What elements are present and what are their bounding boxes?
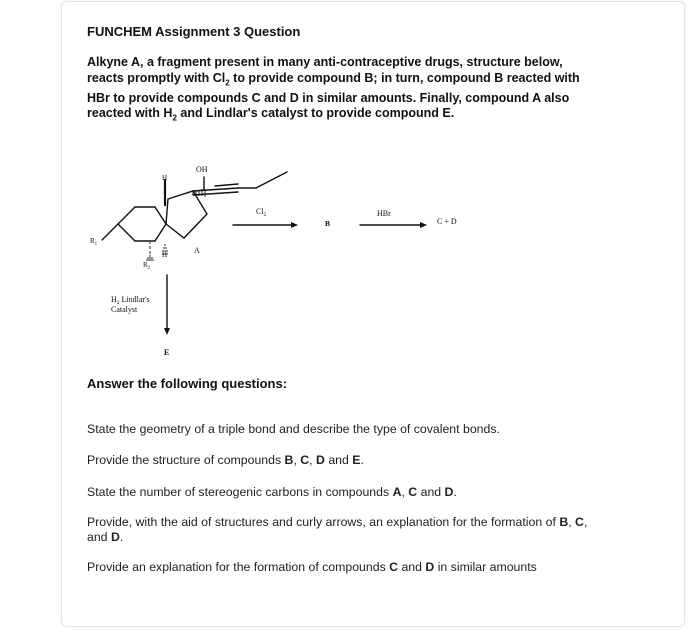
label-r1: $R_1$ <box>90 237 98 247</box>
label-compound-b: B <box>325 219 331 228</box>
label-h-top: H <box>162 174 168 182</box>
question-1: State the geometry of a triple bond and describe the type of covalent bonds. <box>87 422 500 436</box>
label-compounds-cd: C + D <box>437 217 457 226</box>
page-title: FUNCHEM Assignment 3 Question <box>87 24 301 39</box>
reaction-scheme <box>80 150 500 365</box>
question-3: State the number of stereogenic carbons in compounds A, C and D. <box>87 485 457 499</box>
ring-six <box>118 207 166 241</box>
triple-bond-1 <box>193 188 238 191</box>
problem-statement <box>87 55 617 126</box>
question-5: Provide an explanation for the formation of compounds C and D in similar amounts <box>87 560 537 574</box>
label-reagent-hbr: HBr <box>377 209 391 218</box>
triple-bond-2 <box>193 192 238 195</box>
answer-heading: Answer the following questions: <box>87 376 288 391</box>
label-reagent-lindlar: $H_2$ Lindlar's <box>111 295 150 306</box>
statement-line-3: HBr to provide compounds C and D in similar amounts. Finally, compound A also <box>87 90 570 105</box>
label-compound-a: A <box>194 246 200 255</box>
ring-five <box>166 191 207 238</box>
label-h-bottom: H <box>162 251 168 259</box>
question-2: Provide the structure of compounds B, C, D and E. <box>87 453 364 467</box>
statement-line-4: reacted with $H_2$ and Lindlar's catalyst to provide compound E. <box>87 106 455 123</box>
label-r2: $R_2$ <box>143 261 151 271</box>
statement-line-2: reacts promptly with $Cl_2$ to provide compound B; in turn, compound B reacted with <box>87 70 580 87</box>
question-4: Provide, with the aid of structures and curly arrows, an explanation for the formation of B, C, and D. <box>87 515 588 544</box>
triple-bond-3 <box>215 184 238 186</box>
label-catalyst: Catalyst <box>111 305 138 314</box>
label-reagent-cl2: $Cl_2$ <box>256 207 267 218</box>
statement-line-1: Alkyne A, a fragment present in many anti-contraceptive drugs, structure below, <box>87 55 563 69</box>
label-compound-e: E <box>164 348 170 357</box>
label-oh: OH <box>196 165 208 174</box>
